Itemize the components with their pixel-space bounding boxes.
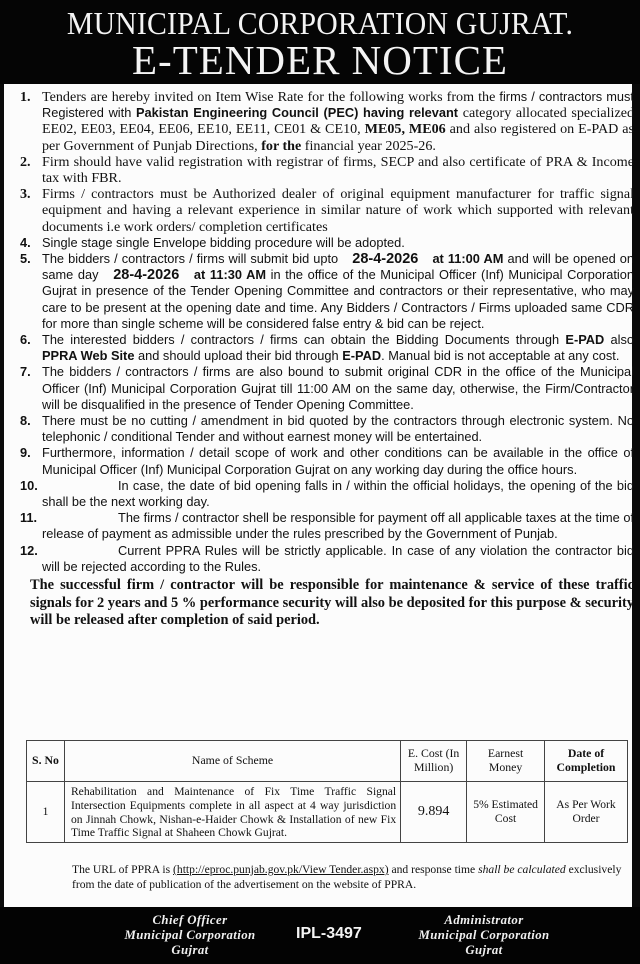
- term-text: Firm should have valid registration with registrar of firms, SECP and also certificate of PRA & Income tax with FBR.: [42, 153, 634, 187]
- term-number: 2.: [20, 153, 31, 170]
- term-number: 9.: [20, 445, 31, 461]
- right-signatory: [384, 913, 584, 958]
- term-text: firms / contractors must Registered with: [42, 89, 634, 121]
- closing-statement: The successful firm / contractor will be responsible for maintenance & service of these traffic signals for 2 years and 5 % performance security will also be deposited for this purpose & security will be released after completion of said period.: [30, 577, 634, 629]
- term-item-9: [20, 445, 634, 477]
- opening-date: 28-4-2026: [113, 267, 180, 284]
- signatory-org: Municipal Corporation: [124, 928, 256, 942]
- term-item-10: [20, 478, 634, 510]
- submission-time: at 11:00 AM: [432, 251, 504, 267]
- signatory-city: Gujrat: [465, 943, 503, 957]
- term-text: for the: [261, 137, 302, 154]
- cell-sno: 1: [27, 782, 65, 843]
- term-text: The firms / contractor shell be responsible for payment off all applicable taxes at the time of release of payment as admissible under the rules prescribed by the Government of Punjab.: [42, 510, 634, 542]
- term-text: Furthermore, information / detail scope of work and other conditions can be available in the office of Municipal Officer (Inf) Municipal Corporation Gujrat on any working day during the office hours.: [42, 445, 634, 477]
- ppra-reference: PPRA Web Site: [42, 348, 135, 364]
- term-item-6: [20, 332, 634, 364]
- term-text: The bidders / contractors / firms are also bound to submit original CDR in the office of the Municipal Officer (Inf) Municipal Corporation Gujrat till 11:00 AM on the same day, otherwise, the Firm/Contractor will be disqualified in the presence of Tender Opening Committee.: [42, 364, 634, 412]
- term-number: 1.: [20, 89, 31, 105]
- notice-footer: [0, 907, 640, 964]
- term-number: 12.: [20, 542, 38, 558]
- terms-list: [20, 89, 634, 644]
- term-text: and also registered on E-PAD as per Government of Punjab Directions,: [42, 121, 635, 154]
- term-text: also: [610, 332, 634, 348]
- term-number: 3.: [20, 186, 31, 203]
- term-number: 4.: [20, 234, 31, 250]
- cell-completion: As Per Work Order: [545, 782, 628, 843]
- table-header-row: [27, 741, 628, 782]
- term-number: 5.: [20, 251, 31, 267]
- term-item-3: [20, 186, 634, 235]
- term-item-4: [20, 235, 634, 251]
- term-item-2: [20, 154, 634, 186]
- term-item-8: [20, 413, 634, 445]
- ppra-url-link[interactable]: (http://eproc.punjab.gov.pk/View Tender.aspx): [173, 863, 389, 876]
- term-number: 6.: [20, 332, 31, 348]
- term-text: The bidders / contractors / firms will submit bid upto: [42, 251, 339, 267]
- url-note-text: shall be calculated: [478, 863, 566, 876]
- header-cost: E. Cost (In Million): [401, 741, 467, 782]
- notice-header: [0, 0, 640, 84]
- term-text: There must be no cutting / amendment in bid quoted by the contractors through electronic system. No telephonic / conditional Tender and without earnest money will be entertained.: [42, 413, 634, 445]
- submission-date: 28-4-2026: [352, 251, 419, 268]
- term-number: 10.: [20, 477, 38, 493]
- cell-earnest: 5% Estimated Cost: [467, 782, 545, 843]
- notice-body: [4, 84, 635, 907]
- pec-requirement: Pakistan Engineering Council (PEC) having relevant: [135, 105, 459, 121]
- left-signatory: [90, 913, 290, 958]
- header-sno: S. No: [27, 741, 65, 782]
- term-number: 7.: [20, 364, 31, 380]
- term-number: 8.: [20, 413, 31, 429]
- term-text: Firms / contractors must be Authorized dealer of original equipment manufacturer for traffic signal equipment and having a relevant experience in similar nature of work which supported with relevant documents i.e work orders/ completion certificates: [42, 186, 634, 235]
- table-row: [27, 782, 628, 843]
- url-note-text: exclusively from the date of publication of the advertisement on the website of PPRA.: [72, 863, 622, 891]
- signatory-city: Gujrat: [171, 943, 209, 957]
- term-text: Single stage single Envelope bidding procedure will be adopted.: [42, 234, 405, 250]
- term-text: and should upload their bid through: [138, 348, 339, 364]
- organization-name: MUNICIPAL CORPORATION GUJRAT.: [66, 5, 574, 41]
- ppra-url-note: [72, 863, 632, 893]
- signatory-org: Municipal Corporation: [418, 928, 550, 942]
- term-text: and will be opened on same day: [42, 251, 635, 283]
- opening-time: at 11:30 AM: [193, 267, 266, 283]
- cell-cost: 9.894: [401, 782, 467, 843]
- signatory-title: Chief Officer: [152, 913, 228, 927]
- signatory-title: Administrator: [444, 913, 524, 927]
- cell-scheme: Rehabilitation and Maintenance of Fix Time Traffic Signal Intersection Equipments complete in all aspect at 4 way jurisdiction on Jinnah Chowk, Nishan-e-Haider Chowk & Installation of new Fix Time Traffic Signal at Shaheen Chowk Gujrat.: [64, 782, 400, 843]
- financial-year: financial year 2025-26.: [304, 137, 436, 154]
- url-note-text: and response time: [391, 863, 476, 876]
- term-item-7: [20, 364, 634, 413]
- term-item-5: [20, 251, 634, 332]
- term-number: 11.: [20, 510, 38, 526]
- term-text: The interested bidders / contractors / firms can obtain the Bidding Documents through: [42, 332, 560, 348]
- category-list-bold: ME05, ME06: [364, 121, 446, 138]
- term-text: Tenders are hereby invited on Item Wise Rate for the following works from the: [42, 89, 496, 105]
- header-completion: Date of Completion: [545, 741, 628, 782]
- term-text: Current PPRA Rules will be strictly applicable. In case of any violation the contractor bid will be rejected according to the Rules.: [42, 542, 634, 574]
- scheme-table: [26, 740, 628, 843]
- url-note-text: The URL of PPRA is: [72, 863, 171, 876]
- epad-reference: E-PAD: [342, 348, 382, 364]
- term-text: in the office of the Municipal Officer (Inf) Municipal Corporation Gujrat in presence of the Tender Opening Committee and contractors or their representative, who may care to be present at the opening date and time. Any Bidders / Contractors / Firms uploaded same CDR for more than single scheme will be considered false entry & bid can be reject.: [42, 267, 634, 331]
- term-text: In case, the date of bid opening falls in / within the official holidays, the opening of the bid shall be the next working day.: [42, 477, 634, 510]
- term-item-12: [20, 543, 634, 575]
- ipl-reference: IPL-3497: [296, 925, 362, 942]
- epad-reference: E-PAD: [565, 332, 605, 348]
- term-text: . Manual bid is not acceptable at any cost.: [381, 348, 620, 364]
- term-item-11: [20, 510, 634, 542]
- header-scheme: Name of Scheme: [64, 741, 400, 782]
- header-earnest: Earnest Money: [467, 741, 545, 782]
- category-list: category allocated specialized EE02, EE03, EE04, EE06, EE10, EE11, CE01 & CE10,: [42, 105, 635, 138]
- notice-title: E-TENDER NOTICE: [132, 37, 508, 83]
- term-item-1: [20, 89, 634, 154]
